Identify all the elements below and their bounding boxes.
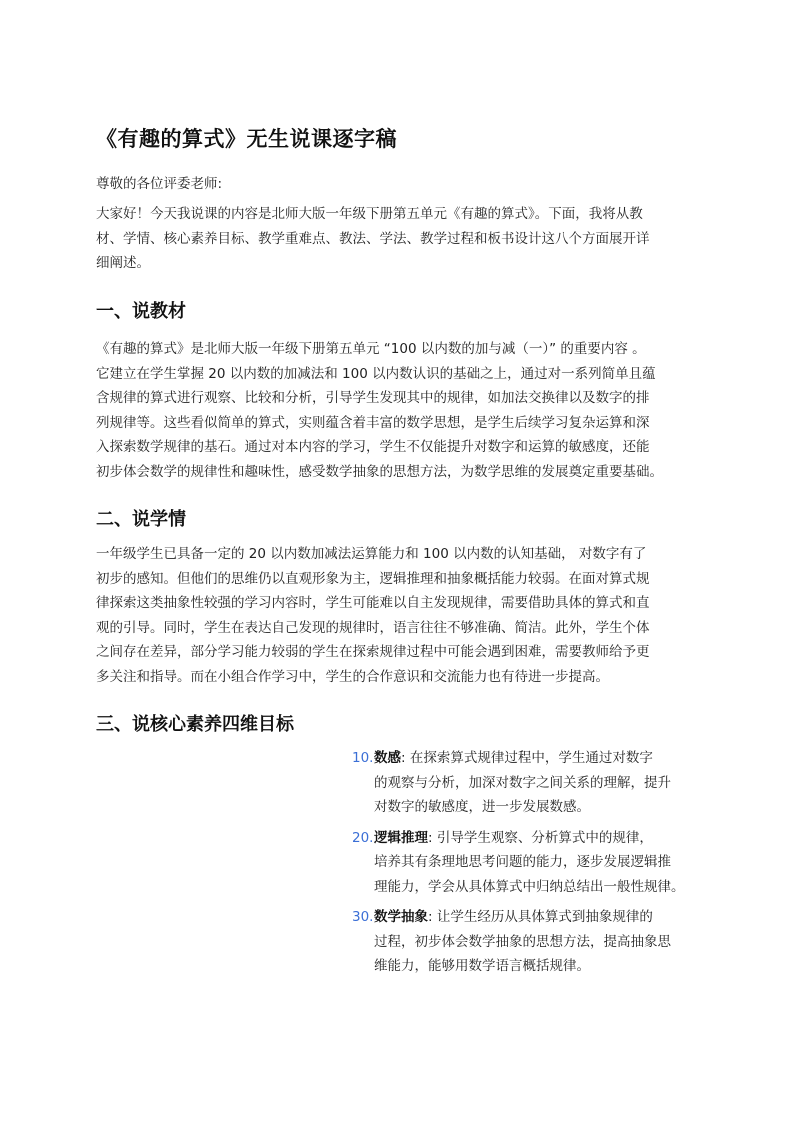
intro-line: 细阐述。 (96, 255, 150, 271)
list-number: 30. (352, 909, 374, 925)
section-heading-textbook: 一、说教材 (96, 301, 186, 322)
paragraph-line: 含规律的算式进行观察、比较和分析，引导学生发现其中的规律，如加法交换律以及数字的排 (96, 390, 650, 406)
intro-paragraph (96, 202, 708, 276)
page-title: 《有趣的算式》无生说课逐字稿 (96, 127, 397, 151)
goal-text: 理能力，学会从具体算式中归纳总结出一般性规律。 (374, 878, 685, 895)
intro-line: 大家好！今天我说课的内容是北师大版一年级下册第五单元《有趣的算式》。下面，我将从教 (96, 206, 643, 222)
paragraph-line: 律探索这类抽象性较强的学习内容时，学生可能难以自主发现规律，需要借助具体的算式和直 (96, 595, 650, 611)
paragraph-line: 初步的感知。但他们的思维仍以直观形象为主，逻辑推理和抽象概括能力较弱。在面对算式规 (96, 570, 650, 587)
intro-line: 材、学情、核心素养目标、教学重难点、教法、学法、教学过程和板书设计这八个方面展开详 (96, 230, 650, 247)
paragraph-line: 之间存在差异，部分学习能力较弱的学生在探索规律过程中可能会遇到困难，需要教师给予更 (96, 644, 650, 660)
goal-term: 数感 (374, 750, 401, 766)
goal-text: 的观察与分析，加深对数字之间关系的理解，提升 (374, 774, 671, 791)
paragraph-line: 多关注和指导。而在小组合作学习中，学生的合作意识和交流能力也有待进一步提高。 (96, 668, 609, 685)
list-item (352, 826, 712, 900)
goal-text: : 让学生经历从具体算式到抽象规律的 (428, 909, 653, 925)
section-heading-goals: 三、说核心素养四维目标 (96, 714, 294, 735)
list-number: 10. (352, 750, 374, 766)
paragraph-line: 入探索数学规律的基石。通过对本内容的学习，学生不仅能提升对数字和运算的敏感度，还能 (96, 439, 650, 455)
goal-text: 维能力，能够用数学语言概括规律。 (374, 958, 590, 974)
paragraph-line: 一年级学生已具备一定的 20 以内数加减法运算能力和 100 以内数的认知基础， 对数字有了 (96, 546, 647, 562)
greeting: 尊敬的各位评委老师: (96, 176, 223, 192)
textbook-paragraph (96, 337, 708, 484)
goal-text: : 在探索算式规律过程中，学生通过对数字 (401, 750, 653, 766)
paragraph-line: 《有趣的算式》是北师大版一年级下册第五单元 “100 以内数的加与减（一）” 的重要内容 。 (96, 341, 646, 357)
goal-text: : 引导学生观察、分析算式中的规律， (428, 829, 653, 846)
goal-text: 对数字的敏感度，进一步发展数感。 (374, 799, 590, 815)
paragraph-line: 观的引导。同时，学生在表达自己发现的规律时，语言往往不够准确、简洁。此外，学生个体 (96, 619, 650, 636)
goal-text: 过程，初步体会数学抽象的思想方法，提高抽象思 (374, 933, 671, 950)
students-paragraph (96, 542, 708, 689)
list-item (352, 746, 712, 820)
paragraph-line: 列规律等。这些看似简单的算式，实则蕴含着丰富的数学思想，是学生后续学习复杂运算和深 (96, 414, 650, 431)
paragraph-line: 它建立在学生掌握 20 以内数的加减法和 100 以内数认识的基础之上，通过对一系列简单且蕴 (96, 365, 656, 382)
goal-term: 数学抽象 (374, 909, 428, 925)
paragraph-line: 初步体会数学的规律性和趣味性，感受数学抽象的思想方法，为数学思维的发展奠定重要基础。 (96, 463, 663, 480)
list-item (352, 905, 712, 979)
section-heading-students: 二、说学情 (96, 509, 186, 530)
goal-term: 逻辑推理 (374, 829, 428, 846)
goals-list (352, 746, 712, 985)
list-number: 20. (352, 829, 374, 846)
goal-text: 培养其有条理地思考问题的能力，逐步发展逻辑推 (374, 854, 671, 870)
